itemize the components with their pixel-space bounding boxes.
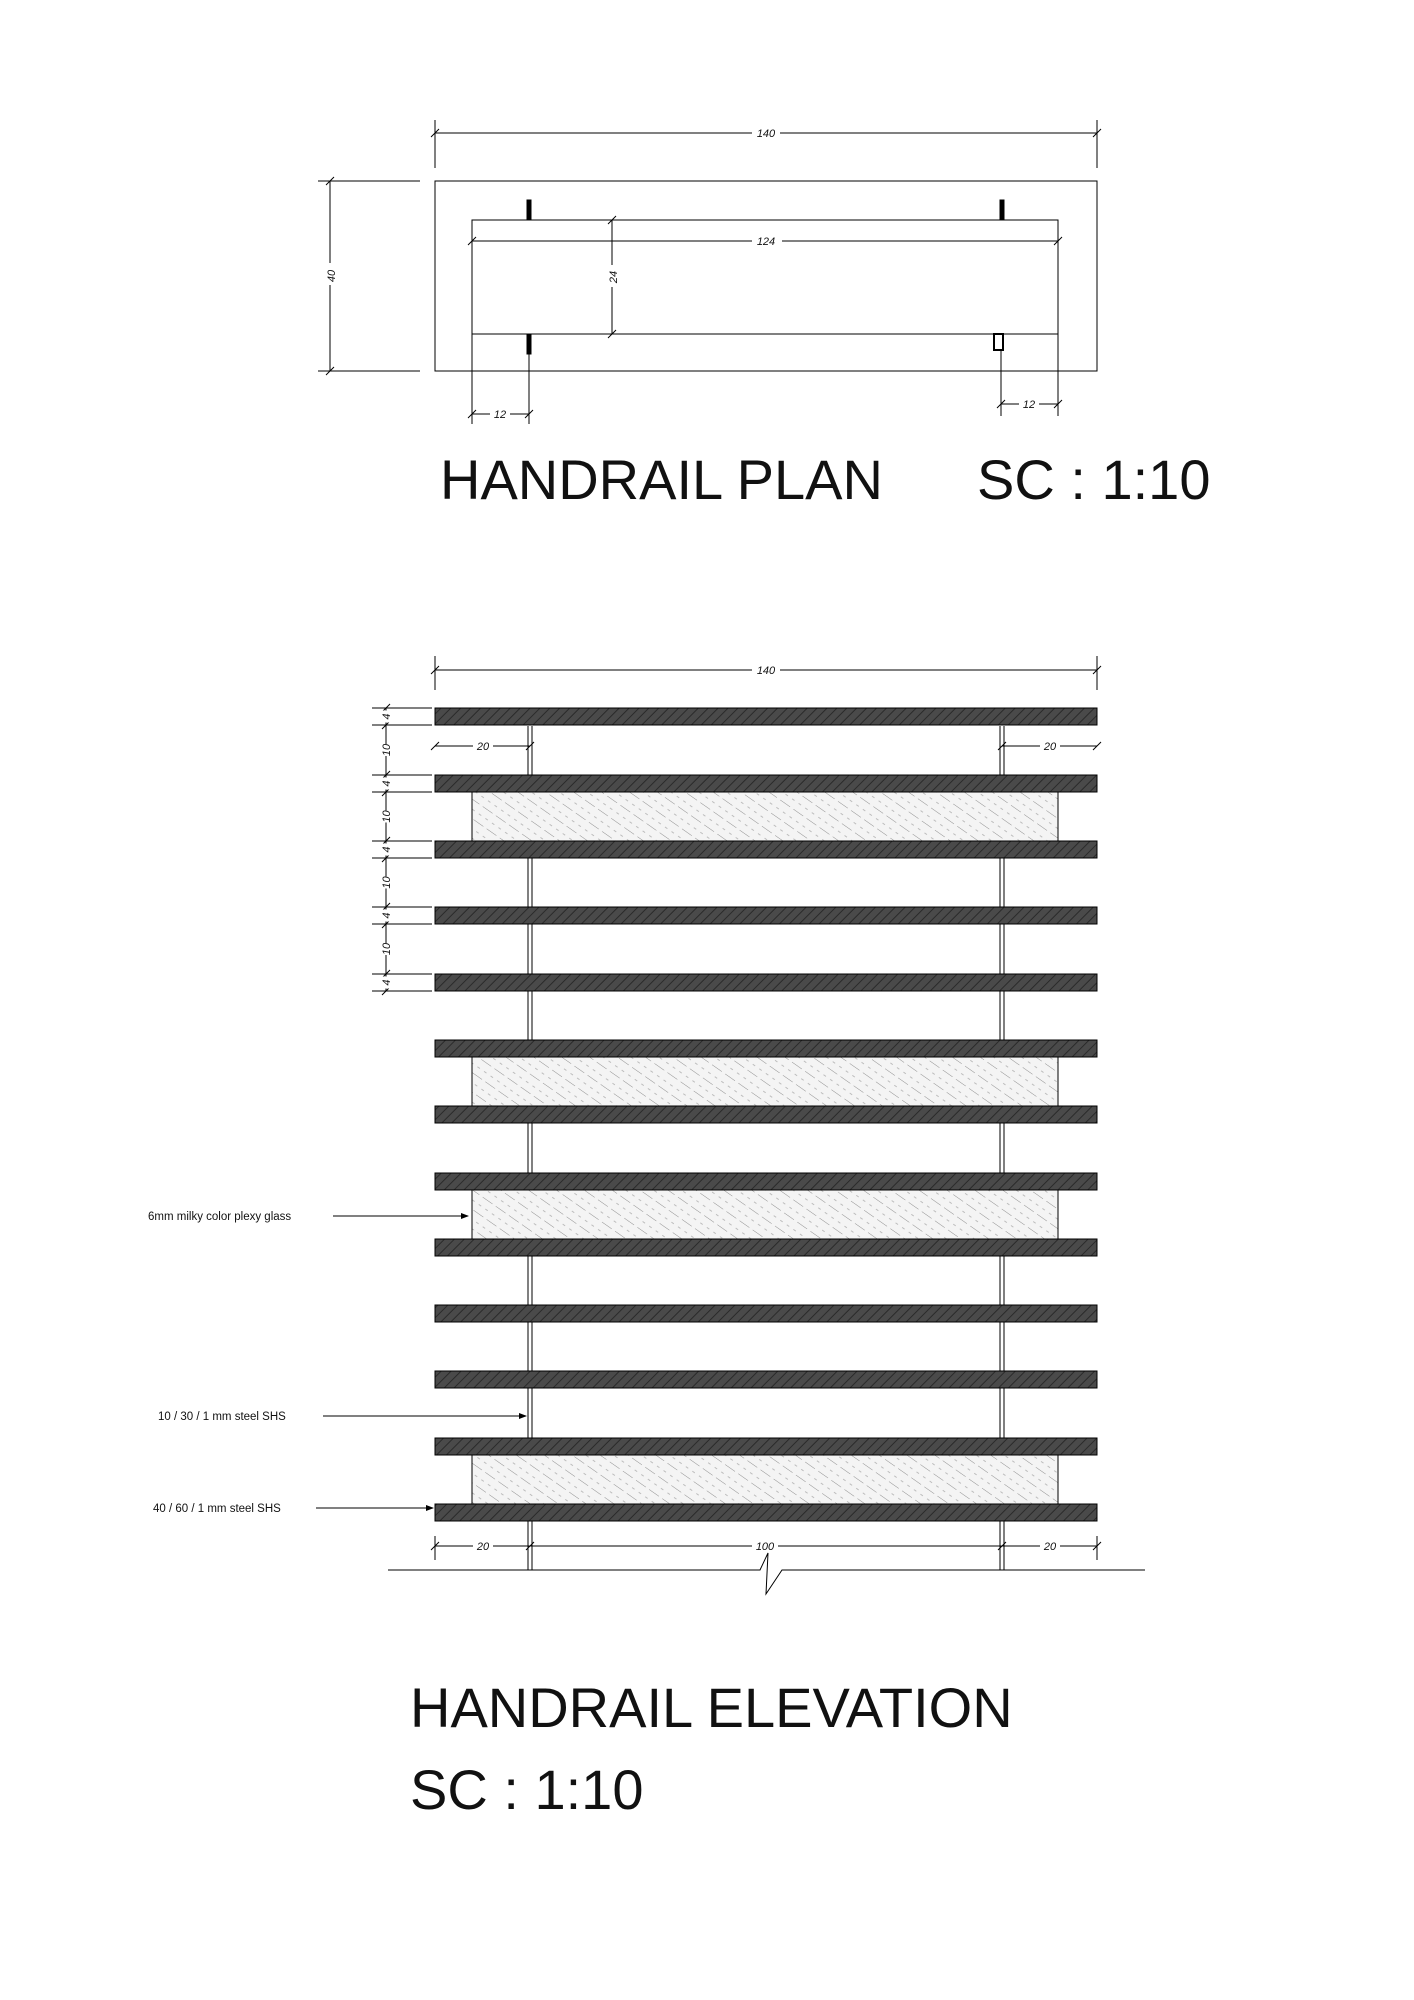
plan-title: HANDRAIL PLAN (440, 448, 883, 511)
vchain-label-9: 4 (381, 979, 393, 986)
elevation-top-right-offset-label: 20 (1043, 741, 1057, 753)
plexy-glass-panel-2 (472, 1057, 1058, 1106)
ground-line-with-break (388, 1553, 1145, 1594)
annotation-post-shs-text: 10 / 30 / 1 mm steel SHS (158, 1411, 286, 1423)
plan-post-bottom-right (994, 334, 1003, 350)
vchain-label-6: 10 (381, 876, 393, 889)
annotation-post-shs (158, 1411, 526, 1423)
rail-7 (435, 1106, 1097, 1123)
rail-3 (435, 841, 1097, 858)
elevation-bottom-right-offset-label: 20 (1043, 1541, 1057, 1553)
plan-inner-length-label: 124 (756, 236, 776, 248)
plan-scale: SC : 1:10 (977, 448, 1211, 511)
plan-right-offset-label: 12 (1022, 399, 1036, 411)
elevation-title: HANDRAIL ELEVATION (410, 1676, 1013, 1739)
rail-2 (435, 775, 1097, 792)
vchain-label-3: 4 (381, 780, 393, 787)
rail-10 (435, 1305, 1097, 1322)
elevation-bottom-left-offset-label: 20 (476, 1541, 490, 1553)
plan-inner-depth-label: 24 (608, 270, 620, 284)
plan-post-top-left (527, 200, 531, 220)
vchain-label-8: 10 (381, 942, 393, 956)
plan-post-top-right (1000, 200, 1004, 220)
rail-6 (435, 1040, 1097, 1057)
vchain-label-4: 10 (381, 810, 393, 823)
rail-4 (435, 907, 1097, 924)
plexy-glass-panels (472, 792, 1058, 1504)
vchain-label-7: 4 (381, 912, 393, 919)
elevation-vertical-dimension-chain (372, 704, 432, 995)
rail-13 (435, 1504, 1097, 1521)
rail-12 (435, 1438, 1097, 1455)
annotation-rail-shs (153, 1503, 433, 1515)
plexy-glass-panel-4 (472, 1455, 1058, 1504)
plexy-glass-panel-3 (472, 1190, 1058, 1239)
elevation-scale: SC : 1:10 (410, 1758, 644, 1821)
handrail-plan (318, 120, 1101, 424)
plan-overall-width-label: 140 (756, 128, 776, 140)
vchain-label-5: 4 (381, 846, 393, 853)
vchain-label-1: 4 (381, 713, 393, 720)
annotation-plexy-glass-text: 6mm milky color plexy glass (148, 1211, 292, 1223)
elevation-top-left-offset-label: 20 (476, 741, 490, 753)
elevation-overall-width-label: 140 (756, 665, 776, 677)
annotation-plexy-glass (148, 1211, 468, 1223)
elevation-bottom-center-label: 100 (755, 1541, 775, 1553)
vchain-label-2: 10 (381, 743, 393, 757)
rail-8 (435, 1173, 1097, 1190)
plexy-glass-panel-1 (472, 792, 1058, 841)
rail-9 (435, 1239, 1097, 1256)
rail-11 (435, 1371, 1097, 1388)
rail-1 (435, 708, 1097, 725)
rail-5 (435, 974, 1097, 991)
plan-overall-depth-label: 40 (326, 269, 338, 283)
plan-left-offset-label: 12 (493, 409, 507, 421)
annotation-rail-shs-text: 40 / 60 / 1 mm steel SHS (153, 1503, 281, 1515)
plan-post-bottom-left (527, 334, 531, 354)
